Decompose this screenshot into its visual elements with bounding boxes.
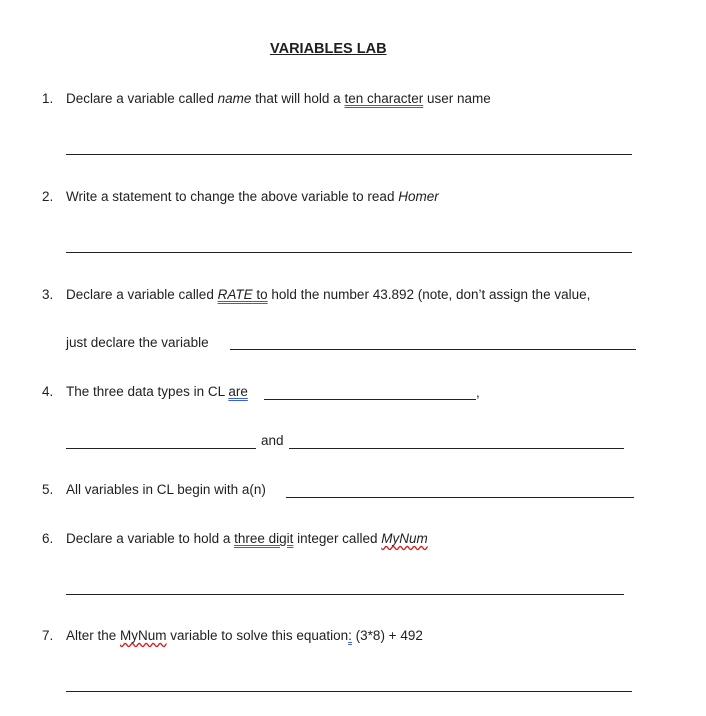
question-7-text: Alter the MyNum variable to solve this equation: (3*8) + 492 xyxy=(66,628,423,643)
question-4-text: The three data types in CL are xyxy=(66,384,248,399)
question-1 xyxy=(42,91,53,106)
question-3-text: Declare a variable called RATE to hold the number 43.892 (note, don’t assign the value, xyxy=(66,287,591,302)
answer-line-2[interactable] xyxy=(66,252,632,253)
question-5-number: 5. xyxy=(42,482,54,497)
question-4-number: 4. xyxy=(42,384,54,399)
question-3-number: 3. xyxy=(42,287,54,302)
question-number: 1. xyxy=(42,91,54,106)
answer-line-6[interactable] xyxy=(66,594,624,595)
answer-line-4c[interactable] xyxy=(289,448,624,449)
answer-line-7[interactable] xyxy=(66,691,632,692)
question-6-number: 6. xyxy=(42,531,54,546)
question-2-number: 2. xyxy=(42,189,54,204)
and-text: and xyxy=(261,433,284,448)
question-2-text: Write a statement to change the above variable to read Homer xyxy=(66,189,439,204)
question-3-text-line2: just declare the variable xyxy=(66,335,209,350)
answer-line-4a[interactable] xyxy=(264,399,476,400)
answer-line-4b[interactable] xyxy=(66,448,256,449)
question-5-text: All variables in CL begin with a(n) xyxy=(66,482,266,497)
comma: , xyxy=(476,385,480,400)
answer-line-1[interactable] xyxy=(66,154,632,155)
question-7-number: 7. xyxy=(42,628,54,643)
answer-line-5[interactable] xyxy=(286,497,634,498)
question-6-text: Declare a variable to hold a three digit integer called MyNum xyxy=(66,531,428,546)
question-1-text: Declare a variable called name that will hold a ten character user name xyxy=(66,91,491,106)
answer-line-3[interactable] xyxy=(230,349,636,350)
page-title: VARIABLES LAB xyxy=(270,41,387,57)
